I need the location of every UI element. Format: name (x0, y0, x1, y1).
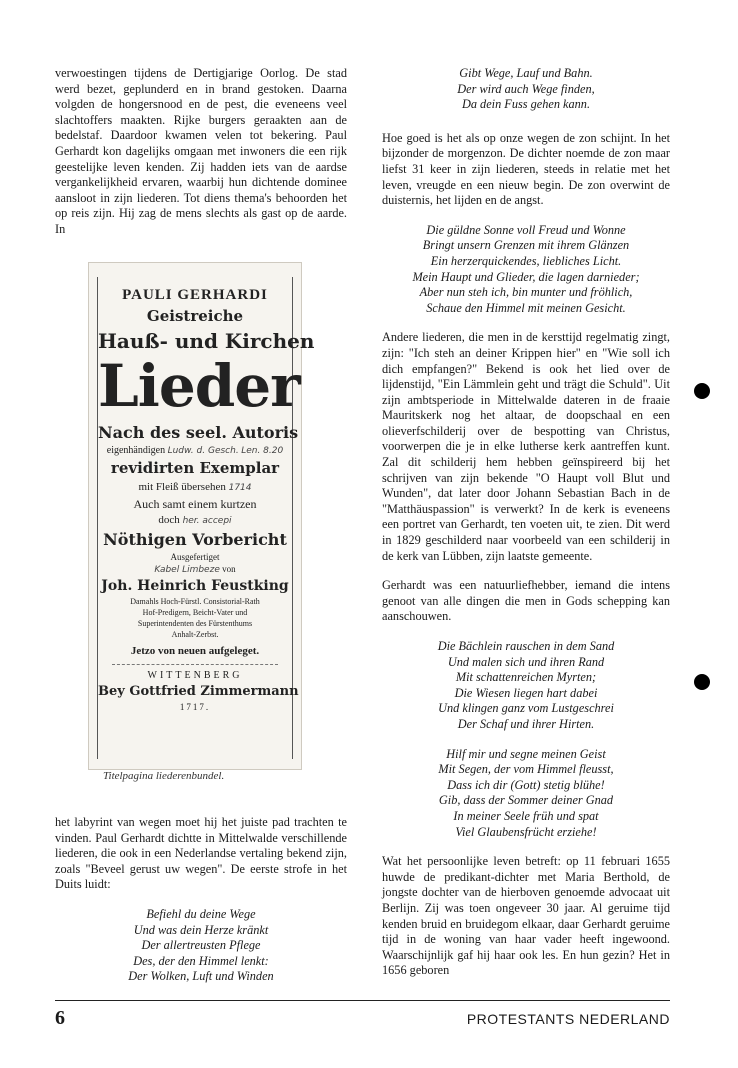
tp-consistorial: Damahls Hoch-Fürstl. Consistorial-Rath (130, 597, 260, 606)
poem-line: Schaue den Himmel mit meinen Gesicht. (426, 300, 626, 315)
tp-hauss-kirchen: Hauß- und Kirchen (98, 329, 315, 353)
handwritten-note-5: Kabel Limbeze (154, 565, 220, 575)
poem-line: Aber nun steh ich, bin munter und fröhlich, (419, 285, 633, 300)
paragraph: Hoe goed is het als op onze wegen de zon schijnt. In het bijzonder de morgenzon. De dichter noemde de zon maar liefst 31 keer in zijn liederen, steeds in relatie met het leven, vreugde en een nieuw begin. De zon overwint de duisternis, het lijden en de angst. (382, 130, 670, 208)
tp-year: 1717. (179, 702, 211, 712)
poem-line: Mit schattenreichen Myrten; (455, 670, 597, 685)
handwritten-note-1: Ludw. d. Gesch. (167, 446, 239, 456)
tp-superintendenten: Superintendenten des Fürstenthums (137, 619, 253, 628)
poem-line: Der Schaf und ihrer Hirten. (457, 716, 595, 731)
poem-line: Die güldne Sonne voll Freud und Wonne (426, 222, 626, 237)
handwritten-note-3: 1714 (228, 483, 252, 493)
tp-zimmermann: Bey Gottfried Zimmermann (98, 684, 299, 699)
title-page-frame (97, 277, 315, 759)
tp-anhalt: Anhalt-Zerbst. (171, 630, 219, 639)
poem-line: Und malen sich und ihren Rand (447, 654, 605, 669)
tp-fleiss-text: mit Fleiß übersehen (138, 481, 226, 493)
tp-von (98, 564, 292, 575)
paragraph: het labyrint van wegen moet hij het juiste pad trachten te vinden. Paul Gerhardt dichtte in Mittelwalde verschillende liederen, die ook in een Nederlandse vertaling bekend zijn, zoals "Beveel gerust uw wegen". De eerste strofe in het Duits luidt: (55, 815, 347, 892)
paragraph: Andere liederen, die men in de kersttijd regelmatig zingt, zijn: "Ich steh an deiner Krippen hier" en "Wie soll ich dich empfangen?" Bekend is ook het lied over de lijdenstijd, "Ein Lämmlein geht und trägt die Schuld". Uit zijn ambtsperiode in Mittelwalde dateren in de fraaie Mauritskerk nog het altaar, de doopschaal en een olieverfschilderij over de bespotting van Christus, voorwerpen die je in elke lutherse kerk aantreffen kunt. Zal dit schilderij hem hebben geïnspireerd bij het schrijven van zijn bekende "O Haupt voll Blut und Wunden", dat later door Johann Sebastian Bach in de "Matthäuspassion" is verwerkt? In de kerk is eveneens een portret van Gerhardt, ten voeten uit, te zien. Dit werd in 1829 geschilderd naar voorbeeld van een schilderij in de kerk van Lübben, zijn laatste gemeente. (382, 330, 670, 563)
publication-name: PROTESTANTS NEDERLAND (466, 1011, 670, 1027)
poem-line: Da dein Fuss gehen kann. (461, 97, 591, 112)
tp-doch (98, 514, 292, 526)
poem-continuation (382, 66, 670, 113)
poem-line: Hilf mir und segne meinen Geist (446, 746, 606, 761)
poem-guldne-sonne (382, 223, 670, 317)
tp-revidirten: revidirten Exemplar (110, 459, 280, 477)
poem-befiehl (55, 907, 347, 985)
poem-baechlein (382, 639, 670, 733)
title-page-image (88, 262, 315, 770)
poem-line: Die Bächlein rauschen in dem Sand (437, 639, 615, 653)
article-column-right (382, 66, 670, 979)
handwritten-note-4: her. accepi (182, 516, 232, 526)
tp-fleiss (98, 481, 292, 493)
poem-line: Mit Segen, der vom Himmel fleusst, (438, 762, 614, 777)
paragraph: Wat het persoonlijke leven betreft: op 11 februari 1655 huwde de predikant-dichter met Maria Berthold, de jongste dochter van de hierboven genoemde advocaat uit Berlijn. Zij was toen ongeveer 30 jaar. Al geruime tijd kenden bruid en bruidegom elkaar, daar Gerhardt geruime tijd in de woning van haar vader heeft ingewoond. Waarschijnlijk gaf hij haar ook les. En hun gezin? Het in 1656 geboren (382, 854, 670, 978)
poem-line: Dass ich dir (Gott) stetig blühe! (447, 777, 605, 792)
tp-geistreiche: Geistreiche (146, 307, 244, 325)
tp-ausgefertiget: Ausgefertiget (170, 552, 220, 562)
paragraph: verwoestingen tijdens de Dertigjarige Oorlog. De stad werd bezet, geplunderd en in brand gestoken. Daarna volgden de hongersnood en de pest, die eveneens veel slachtoffers maakten. Rijke burgers geraakten aan de bedelstaf. Daardoor kwamen velen tot bekering. Paul Gerhardt kon dagelijks omgaan met inwoners die een rijk geestelijke leven kenden. Zij hadden iets van de aardse vergankelijkheid ervaren, waarbij hun dichtende dominee aansloot in zijn liederen. Tot diens thema's behoorden het op reis zijn. Hij zag de mens slechts als gast op de aarde. In (55, 66, 347, 236)
punch-hole-mark (694, 674, 710, 690)
poem-line: Befiehl du deine Wege (146, 906, 256, 921)
tp-divider (112, 664, 278, 665)
tp-lieder: Lieder (98, 352, 300, 420)
tp-jetzo: Jetzo von neuen aufgeleget. (130, 645, 260, 657)
poem-line: Viel Glaubensfrücht erziehe! (455, 824, 597, 839)
poem-line: Und klingen ganz vom Lustgeschrei (438, 701, 614, 716)
poem-line: Der wird auch Wege finden, (457, 81, 595, 96)
punch-hole-mark (694, 383, 710, 399)
tp-doch-text: doch (158, 514, 180, 526)
poem-line: Der allertreusten Pflege (141, 938, 261, 953)
article-column-left-bottom (55, 815, 347, 985)
tp-author: PAULI GERHARDI (122, 287, 268, 303)
poem-line: Des, der den Himmel lenkt: (133, 953, 269, 968)
footer-rule (55, 1000, 670, 1001)
poem-line: Ein herzerquickendes, liebliches Licht. (430, 253, 622, 268)
poem-line: Gibt Wege, Lauf und Bahn. (459, 66, 593, 80)
tp-feustking: Joh. Heinrich Feustking (101, 578, 289, 594)
tp-von-text: von (222, 564, 236, 574)
tp-wittenberg: WITTENBERG (147, 670, 243, 681)
tp-hofpredigern: Hof-Predigern, Beicht-Vater und (142, 608, 248, 617)
tp-nach-autoris: Nach des seel. Autoris (98, 423, 299, 442)
tp-eigenhaendigen-text: eigenhändigen (106, 445, 166, 456)
handwritten-note-2: Len. 8.20 (241, 446, 284, 456)
page-number: 6 (55, 1007, 65, 1029)
paragraph: Gerhardt was een natuurliefhebber, iemand die intens genoot van alle dingen die men in Gods schepping kan aanschouwen. (382, 578, 670, 624)
image-caption: Titelpagina liederenbundel. (103, 770, 225, 782)
tp-kurtzen: Auch samt einem kurtzen (133, 497, 257, 511)
poem-line: Mein Haupt und Glieder, die lagen darnieder; (412, 269, 640, 284)
poem-line: Die Wiesen liegen hart dabei (454, 685, 598, 700)
poem-line: In meiner Seele früh und spat (453, 808, 599, 823)
tp-vorbericht: Nöthigen Vorbericht (103, 530, 287, 549)
poem-hilf-mir (382, 747, 670, 841)
tp-eigenhaendigen (98, 445, 292, 456)
article-column-left-top (55, 66, 347, 238)
poem-line: Gib, dass der Sommer deiner Gnad (438, 793, 614, 808)
poem-line: Der Wolken, Luft und Winden (128, 969, 274, 984)
poem-line: Und was dein Herze kränkt (133, 922, 269, 937)
poem-line: Bringt unsern Grenzen mit ihrem Glänzen (422, 238, 630, 253)
